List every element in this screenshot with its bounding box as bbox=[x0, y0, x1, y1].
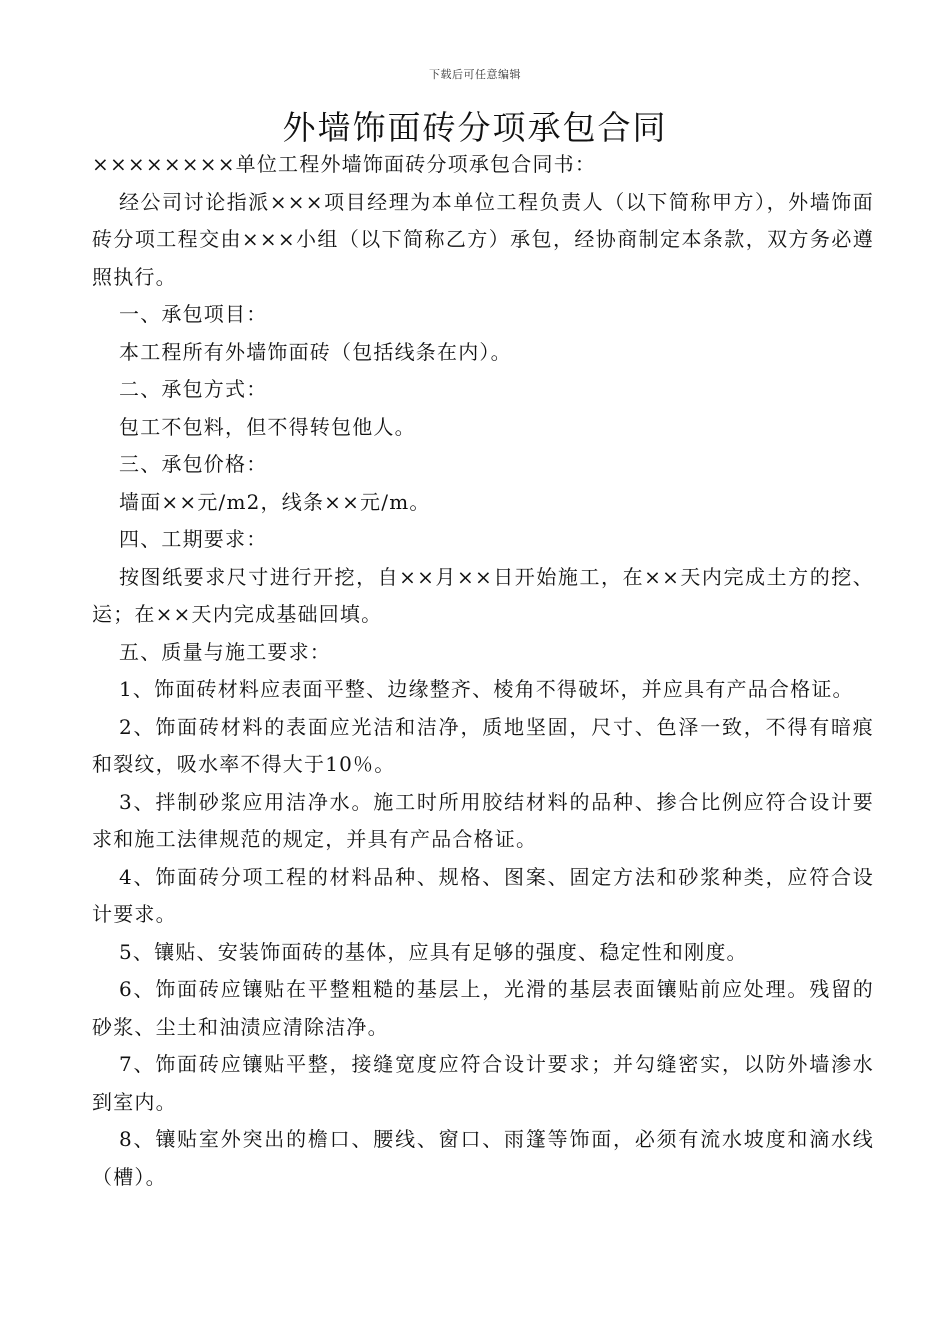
section-paragraph: 包工不包料，但不得转包他人。 bbox=[119, 414, 416, 439]
document-body bbox=[92, 146, 874, 1196]
requirement-item: 6、饰面砖应镶贴在平整粗糙的基层上，光滑的基层表面镶贴前应处理。残留的砂浆、尘土和油渍应清除洁净。 bbox=[92, 977, 874, 1039]
section-heading: 五、质量与施工要求： bbox=[119, 639, 331, 664]
header-note: 下载后可任意编辑 bbox=[429, 68, 521, 81]
requirement-item: 4、饰面砖分项工程的材料品种、规格、图案、固定方法和砂浆种类，应符合设计要求。 bbox=[92, 864, 874, 926]
section-heading: 四、工期要求： bbox=[119, 527, 268, 551]
requirement-item: 8、镶贴室外突出的檐口、腰线、窗口、雨篷等饰面，必须有流水坡度和滴水线（槽）。 bbox=[92, 1127, 874, 1189]
contract-heading-line: ××××××××单位工程外墙饰面砖分项承包合同书： bbox=[92, 152, 597, 176]
section-paragraph: 本工程所有外墙饰面砖（包括线条在内）。 bbox=[119, 339, 512, 364]
requirement-item: 3、拌制砂浆应用洁净水。施工时所用胶结材料的品种、掺合比例应符合设计要求和施工法律规范的规定，并具有产品合格证。 bbox=[92, 789, 874, 851]
section-heading: 一、承包项目： bbox=[119, 302, 268, 326]
requirement-item: 5、镶贴、安装饰面砖的基体，应具有足够的强度、稳定性和刚度。 bbox=[119, 939, 748, 964]
section-heading: 二、承包方式： bbox=[119, 377, 268, 401]
requirement-item: 1、饰面砖材料应表面平整、边缘整齐、棱角不得破坏，并应具有产品合格证。 bbox=[119, 677, 854, 701]
requirement-item: 7、饰面砖应镶贴平整，接缝宽度应符合设计要求；并勾缝密实，以防外墙渗水到室内。 bbox=[92, 1052, 874, 1114]
document-title: 外墙饰面砖分项承包合同 bbox=[282, 108, 668, 147]
requirement-item: 2、饰面砖材料的表面应光洁和洁净，质地坚固，尺寸、色泽一致，不得有暗痕和裂纹，吸水率不得大于10％。 bbox=[92, 714, 874, 776]
section-paragraph: 墙面××元/m2，线条××元/m。 bbox=[119, 489, 431, 514]
section-paragraph: 按图纸要求尺寸进行开挖，自××月××日开始施工，在××天内完成土方的挖、运；在××天内完成基础回填。 bbox=[92, 564, 874, 626]
intro-paragraph: 经公司讨论指派×××项目经理为本单位工程负责人（以下简称甲方），外墙饰面砖分项工程交由×××小组（以下简称乙方）承包，经协商制定本条款，双方务必遵照执行。 bbox=[92, 189, 874, 289]
section-heading: 三、承包价格： bbox=[119, 452, 268, 476]
